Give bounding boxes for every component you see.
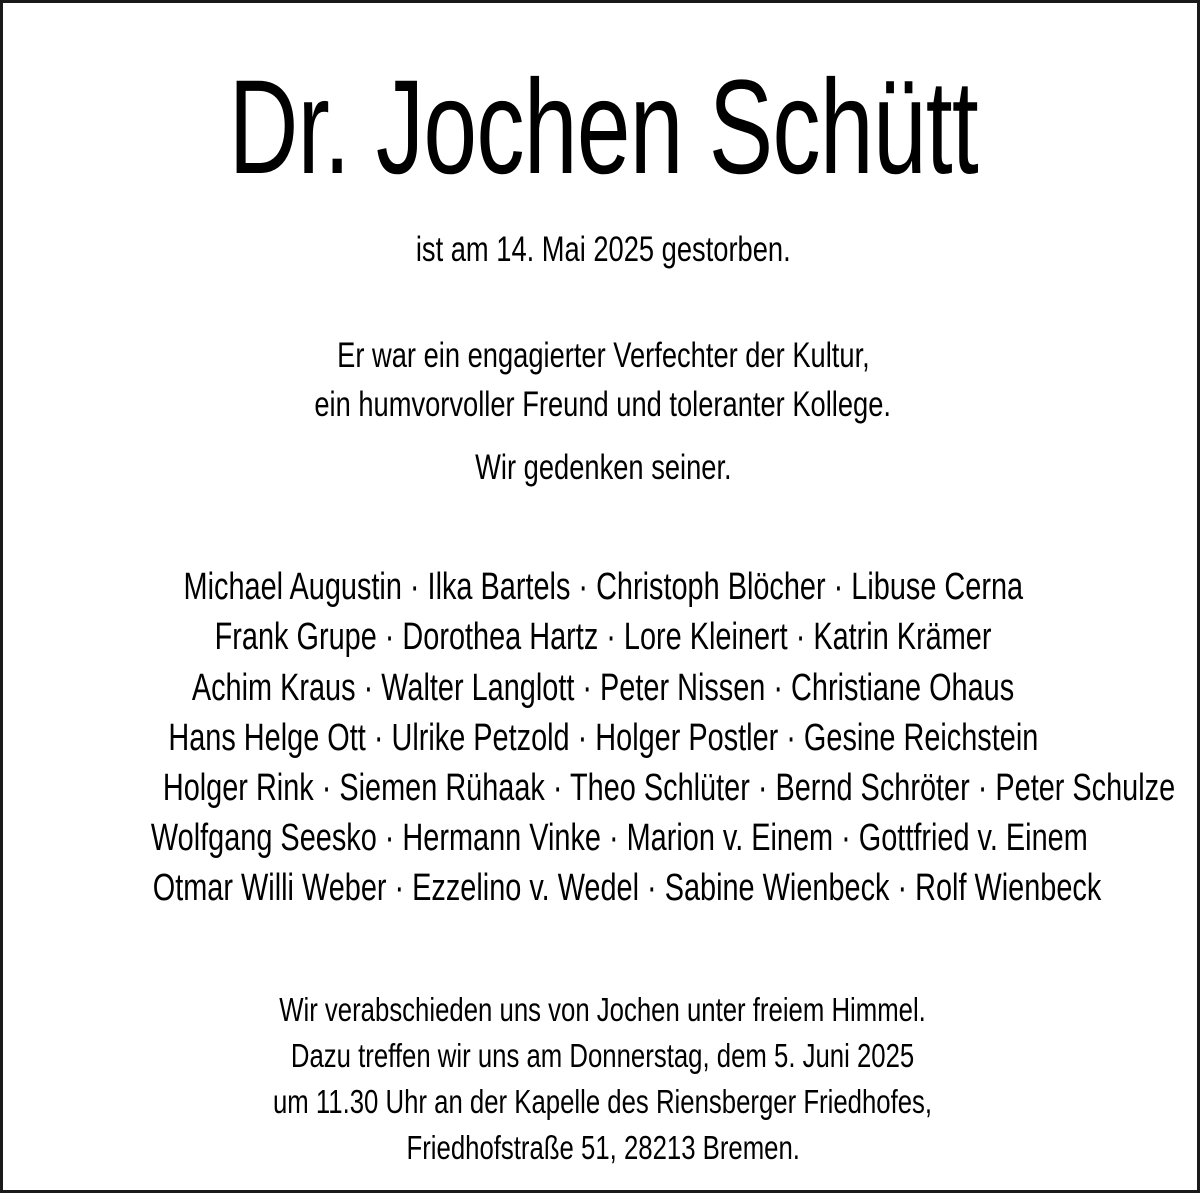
mourners-line-1: Michael Augustin · Ilka Bartels · Christoph Blöcher · Libuse Cerna <box>183 566 1023 608</box>
farewell-address-line: Friedhofstraße 51, 28213 Bremen. <box>406 1129 800 1166</box>
farewell-line-3: um 11.30 Uhr an der Kapelle des Riensberger Friedhofes, <box>273 1083 933 1120</box>
mourners-line-3: Achim Kraus · Walter Langlott · Peter Nissen · Christiane Ohaus <box>191 667 1015 709</box>
mourners-line-6: Wolfgang Seesko · Hermann Vinke · Marion v. Einem · Gottfried v. Einem <box>150 817 1088 859</box>
deceased-name-title <box>3 53 1200 203</box>
tribute-line-2: ein humvorvoller Freund und toleranter Kollege. <box>314 385 892 424</box>
mourners-line-5: Holger Rink · Siemen Rühaak · Theo Schlüter · Bernd Schröter · Peter Schulze <box>162 767 1176 809</box>
mourners-line-4: Hans Helge Ott · Ulrike Petzold · Holger Postler · Gesine Reichstein <box>168 717 1038 759</box>
remembrance-line: Wir gedenken seiner. <box>474 448 732 487</box>
farewell-line-1: Wir verabschieden uns von Jochen unter freiem Himmel. <box>279 991 927 1028</box>
death-date-line: ist am 14. Mai 2025 gestorben. <box>415 230 791 269</box>
farewell-line-2: Dazu treffen wir uns am Donnerstag, dem 5. Juni 2025 <box>291 1037 915 1074</box>
mourners-line-2: Frank Grupe · Dorothea Hartz · Lore Kleinert · Katrin Krämer <box>214 616 992 658</box>
tribute-line-1: Er war ein engagierter Verfechter der Kultur, <box>336 336 870 375</box>
mourners-line-7: Otmar Willi Weber · Ezzelino v. Wedel · Sabine Wienbeck · Rolf Wienbeck <box>152 867 1102 909</box>
title-text: Dr. Jochen Schütt <box>228 53 978 202</box>
